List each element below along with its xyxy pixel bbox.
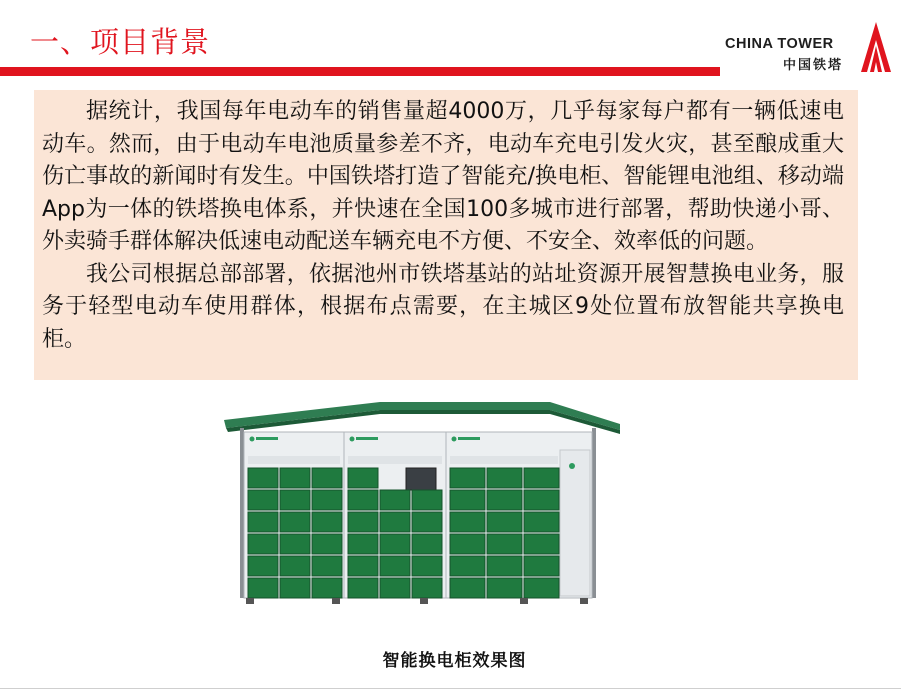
locker-door xyxy=(450,534,485,554)
locker-door xyxy=(280,512,310,532)
locker-door xyxy=(248,490,278,510)
paragraph-2: 我公司根据总部部署，依据池州市铁塔基站的站址资源开展智慧换电业务，服务于轻型电动车使用群体，根据布点需要，在主城区9处位置布放智能共享换电柜。 xyxy=(42,261,844,352)
locker-door xyxy=(348,468,378,488)
locker-door xyxy=(280,490,310,510)
locker-door xyxy=(450,468,485,488)
locker-door xyxy=(348,512,378,532)
battery-swap-cabinet-image xyxy=(220,398,635,620)
locker-door xyxy=(248,534,278,554)
logo-text-cn: 中国铁塔 xyxy=(783,58,844,73)
locker-door xyxy=(524,556,559,576)
locker-door xyxy=(280,534,310,554)
locker-door xyxy=(524,468,559,488)
locker-door xyxy=(412,578,442,598)
locker-door xyxy=(412,512,442,532)
locker-door xyxy=(380,534,410,554)
locker-door xyxy=(380,490,410,510)
locker-door xyxy=(450,490,485,510)
image-caption: 智能换电柜效果图 xyxy=(382,651,527,671)
logo-text-en: CHINA TOWER xyxy=(725,36,834,52)
locker-door xyxy=(312,490,342,510)
locker-door xyxy=(248,578,278,598)
locker-door xyxy=(248,512,278,532)
locker-door xyxy=(380,556,410,576)
locker-door xyxy=(248,468,278,488)
locker-door xyxy=(524,578,559,598)
locker-door xyxy=(412,490,442,510)
locker-door xyxy=(524,490,559,510)
locker-door xyxy=(312,512,342,532)
locker-door xyxy=(487,512,522,532)
locker-door xyxy=(524,512,559,532)
locker-door xyxy=(280,556,310,576)
locker-door xyxy=(348,578,378,598)
china-tower-logo xyxy=(722,18,894,76)
locker-door xyxy=(487,534,522,554)
locker-door xyxy=(487,490,522,510)
paragraph-1: 据统计，我国每年电动车的销售量超4000万，几乎每家每户都有一辆低速电动车。然而，由于电动车电池质量参差不齐，电动车充电引发火灾，甚至酿成重大伤亡事故的新闻时有发生。中国铁塔打造了智能充/换电柜、智能锂电池组、移动端App为一体的铁塔换电体系，并快速在全国100多城市进行部署，帮助快递小哥、外卖骑手群体解决低速电动配送车辆充电不方便、不安全、效率低的问题。 xyxy=(42,99,844,254)
locker-door xyxy=(412,556,442,576)
locker-door xyxy=(412,534,442,554)
locker-door xyxy=(450,578,485,598)
locker-door xyxy=(348,556,378,576)
locker-door xyxy=(487,578,522,598)
locker-door xyxy=(248,556,278,576)
background-text-box xyxy=(34,90,858,380)
locker-door xyxy=(312,556,342,576)
locker-door xyxy=(280,468,310,488)
locker-door xyxy=(380,578,410,598)
locker-door xyxy=(487,556,522,576)
locker-door xyxy=(380,512,410,532)
locker-door xyxy=(450,556,485,576)
locker-door xyxy=(312,534,342,554)
locker-door xyxy=(348,534,378,554)
locker-door xyxy=(312,468,342,488)
locker-door xyxy=(524,534,559,554)
locker-door xyxy=(348,490,378,510)
locker-door xyxy=(280,578,310,598)
title-underline-bar xyxy=(0,67,720,76)
locker-door xyxy=(312,578,342,598)
locker-door xyxy=(450,512,485,532)
slide-title: 一、项目背景 xyxy=(30,25,211,59)
locker-door xyxy=(487,468,522,488)
china-tower-logo-mark-icon xyxy=(859,20,893,74)
